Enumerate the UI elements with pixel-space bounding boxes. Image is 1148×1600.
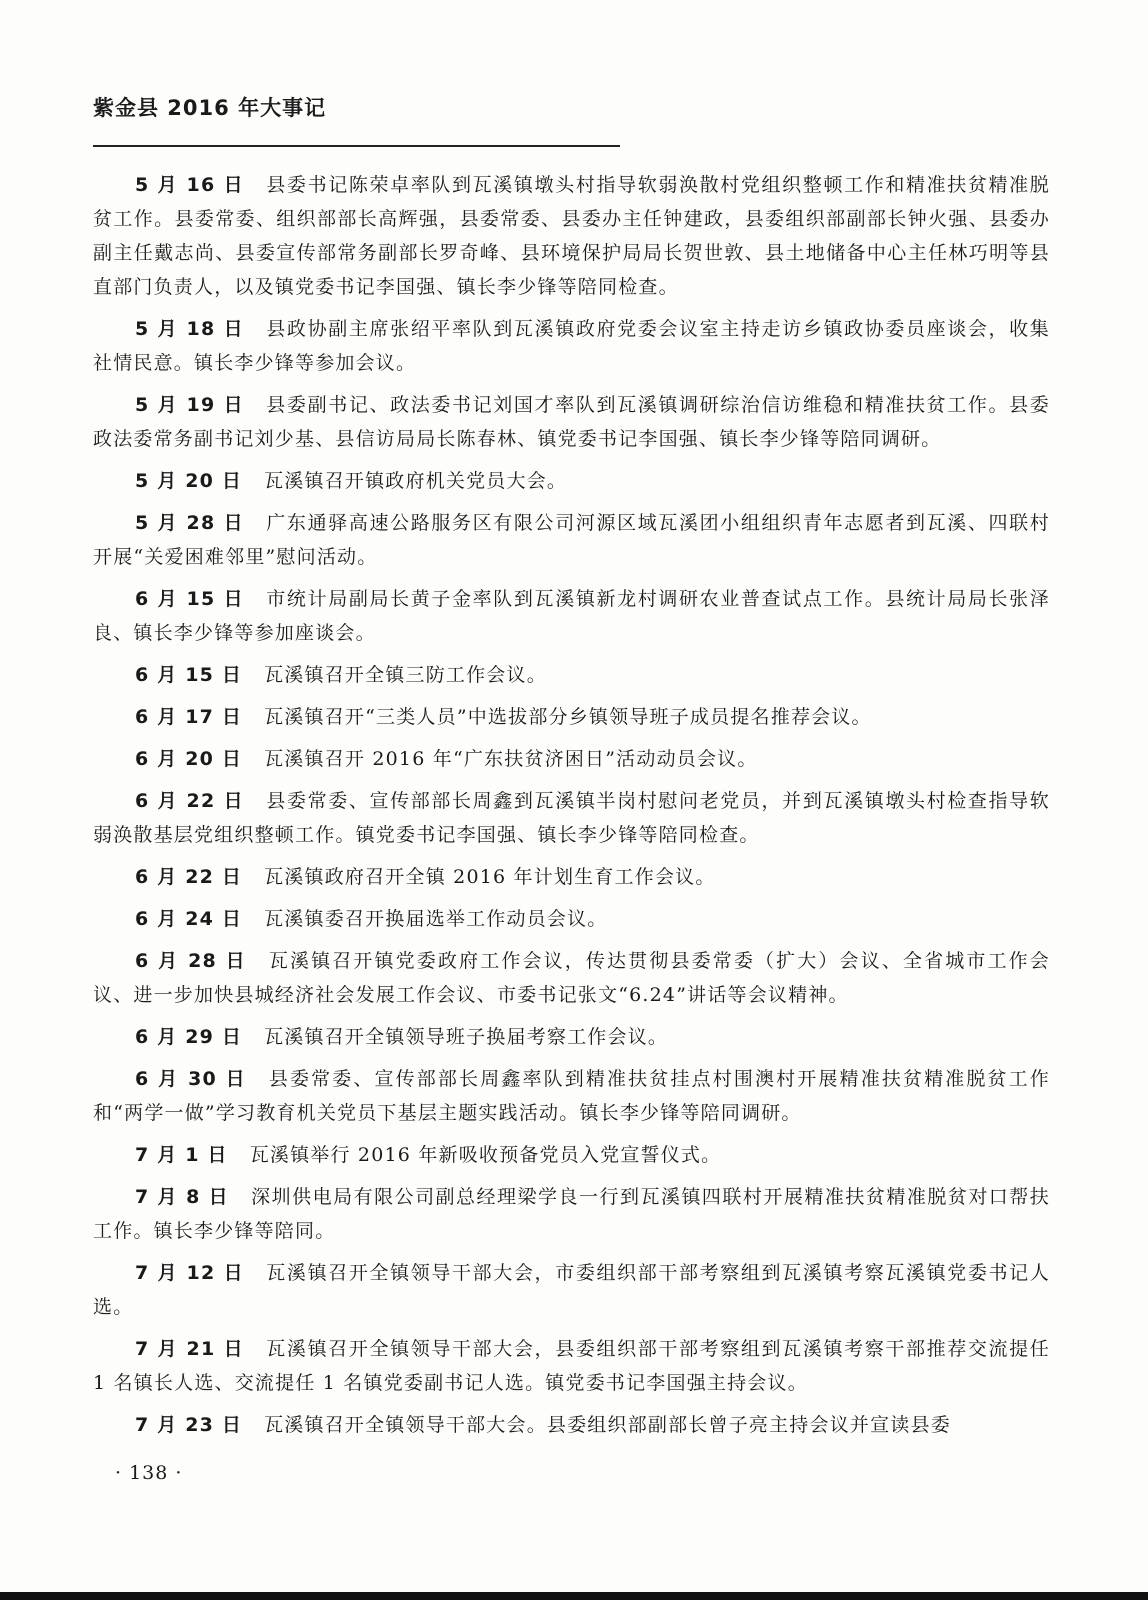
chronicle-entry [93, 464, 1050, 498]
entry-date: 5 月 19 日 [135, 394, 245, 416]
entry-text: 县委副书记、政法委书记刘国才率队到瓦溪镇调研综治信访维稳和精准扶贫工作。县委政法委常务副书记刘少基、县信访局局长陈春林、镇党委书记李国强、镇长李少锋等陪同调研。 [93, 394, 1051, 450]
entry-date: 6 月 15 日 [135, 588, 245, 610]
entry-date: 6 月 20 日 [135, 748, 243, 770]
entry-date: 7 月 1 日 [135, 1144, 228, 1166]
entry-text: 瓦溪镇政府召开全镇 2016 年计划生育工作会议。 [264, 866, 716, 888]
entry-text: 瓦溪镇召开 2016 年“广东扶贫济困日”活动动员会议。 [264, 748, 758, 770]
entry-text: 瓦溪镇召开全镇领导干部大会，市委组织部干部考察组到瓦溪镇考察瓦溪镇党委书记人选。 [93, 1262, 1051, 1318]
chronicle-entry [93, 1256, 1050, 1324]
chronicle-entries [93, 168, 1050, 1450]
page-number: · 138 · [115, 1462, 183, 1484]
entry-text: 市统计局副局长黄子金率队到瓦溪镇新龙村调研农业普查试点工作。县统计局局长张泽良、镇长李少锋等参加座谈会。 [93, 588, 1051, 644]
chronicle-entry [93, 1180, 1050, 1248]
entry-text: 瓦溪镇召开镇党委政府工作会议，传达贯彻县委常委（扩大）会议、全省城市工作会议、进一步加快县城经济社会发展工作会议、市委书记张文“6.24”讲话等会议精神。 [93, 950, 1051, 1006]
chronicle-entry [93, 742, 1050, 776]
entry-date: 5 月 20 日 [135, 470, 243, 492]
chronicle-entry [93, 388, 1050, 456]
entry-text: 县委书记陈荣卓率队到瓦溪镇墩头村指导软弱涣散村党组织整顿工作和精准扶贫精准脱贫工作。县委常委、组织部部长高辉强，县委常委、县委办主任钟建政，县委组织部副部长钟火强、县委办副主任戴志尚、县委宣传部常务副部长罗奇峰、县环境保护局局长贺世敦、县土地储备中心主任林巧明等县直部门负责人，以及镇党委书记李国强、镇长李少锋等陪同检查。 [93, 174, 1051, 298]
entry-text: 广东通驿高速公路服务区有限公司河源区域瓦溪团小组组织青年志愿者到瓦溪、四联村开展“关爱困难邻里”慰问活动。 [93, 512, 1051, 568]
entry-date: 7 月 12 日 [135, 1262, 245, 1284]
entry-date: 6 月 24 日 [135, 908, 243, 930]
entry-date: 6 月 30 日 [135, 1068, 247, 1090]
chronicle-entry [93, 168, 1050, 304]
entry-text: 瓦溪镇召开镇政府机关党员大会。 [264, 470, 568, 492]
entry-text: 深圳供电局有限公司副总经理梁学良一行到瓦溪镇四联村开展精准扶贫精准脱贫对口帮扶工作。镇长李少锋等陪同。 [93, 1186, 1050, 1242]
chronicle-entry [93, 1408, 1050, 1442]
scan-bottom-edge [0, 1592, 1148, 1600]
entry-text: 瓦溪镇召开全镇领导干部大会。县委组织部副部长曾子亮主持会议并宣读县委 [264, 1414, 951, 1436]
chronicle-entry [93, 1020, 1050, 1054]
entry-date: 6 月 15 日 [135, 664, 243, 686]
chronicle-entry [93, 700, 1050, 734]
entry-date: 6 月 28 日 [135, 950, 247, 972]
entry-date: 7 月 23 日 [135, 1414, 243, 1436]
entry-date: 5 月 18 日 [135, 318, 245, 340]
entry-date: 6 月 22 日 [135, 866, 243, 888]
running-header: 紫金县 2016 年大事记 [93, 96, 327, 120]
chronicle-entry [93, 312, 1050, 380]
entry-date: 5 月 28 日 [135, 512, 245, 534]
entry-date: 5 月 16 日 [135, 174, 245, 196]
entry-text: 瓦溪镇召开全镇三防工作会议。 [264, 664, 547, 686]
chronicle-entry [93, 860, 1050, 894]
entry-date: 6 月 17 日 [135, 706, 243, 728]
chronicle-entry [93, 784, 1050, 852]
entry-text: 县政协副主席张绍平率队到瓦溪镇政府党委会议室主持走访乡镇政协委员座谈会，收集社情民意。镇长李少锋等参加会议。 [93, 318, 1051, 374]
entry-text: 县委常委、宣传部部长周鑫率队到精准扶贫挂点村围澳村开展精准扶贫精准脱贫工作和“两学一做”学习教育机关党员下基层主题实践活动。镇长李少锋等陪同调研。 [93, 1068, 1051, 1124]
chronicle-entry [93, 658, 1050, 692]
entry-date: 6 月 22 日 [135, 790, 245, 812]
entry-text: 瓦溪镇举行 2016 年新吸收预备党员入党宣誓仪式。 [249, 1144, 722, 1166]
entry-date: 7 月 8 日 [135, 1186, 230, 1208]
chronicle-entry [93, 506, 1050, 574]
chronicle-entry [93, 1062, 1050, 1130]
entry-text: 县委常委、宣传部部长周鑫到瓦溪镇半岗村慰问老党员，并到瓦溪镇墩头村检查指导软弱涣散基层党组织整顿工作。镇党委书记李国强、镇长李少锋等陪同检查。 [93, 790, 1051, 846]
chronicle-entry [93, 1138, 1050, 1172]
chronicle-entry [93, 944, 1050, 1012]
entry-text: 瓦溪镇委召开换届选举工作动员会议。 [264, 908, 608, 930]
entry-text: 瓦溪镇召开全镇领导干部大会，县委组织部干部考察组到瓦溪镇考察干部推荐交流提任 1 名镇长人选、交流提任 1 名镇党委副书记人选。镇党委书记李国强主持会议。 [93, 1338, 1051, 1394]
chronicle-entry [93, 902, 1050, 936]
entry-date: 7 月 21 日 [135, 1338, 245, 1360]
entry-date: 6 月 29 日 [135, 1026, 243, 1048]
chronicle-entry [93, 582, 1050, 650]
entry-text: 瓦溪镇召开全镇领导班子换届考察工作会议。 [264, 1026, 669, 1048]
header-rule [93, 145, 620, 147]
chronicle-entry [93, 1332, 1050, 1400]
entry-text: 瓦溪镇召开“三类人员”中选拔部分乡镇领导班子成员提名推荐会议。 [264, 706, 872, 728]
